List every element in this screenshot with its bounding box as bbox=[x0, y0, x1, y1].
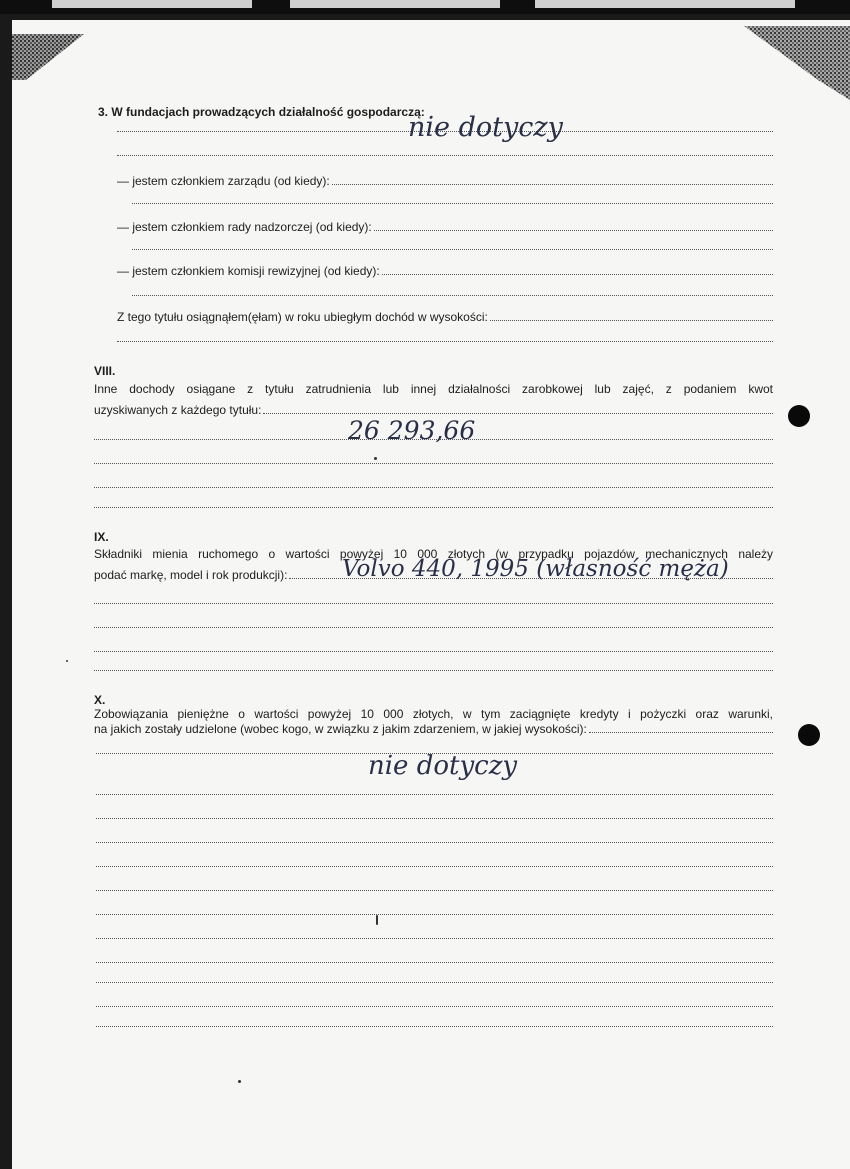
answer-line bbox=[96, 962, 773, 963]
answer-line bbox=[96, 794, 773, 795]
answer-line bbox=[96, 818, 773, 819]
answer-line bbox=[96, 1006, 773, 1007]
answer-line bbox=[96, 914, 773, 915]
handwritten-answer: 26 293,66 bbox=[348, 416, 476, 445]
punch-hole bbox=[798, 724, 820, 746]
scan-speck bbox=[66, 660, 68, 662]
scan-edge-mark bbox=[290, 0, 500, 8]
answer-line bbox=[94, 627, 773, 628]
answer-line bbox=[96, 938, 773, 939]
answer-line bbox=[94, 487, 773, 488]
section-viii-text-2: uzyskiwanych z każdego tytułu: bbox=[94, 403, 262, 417]
management-row bbox=[117, 174, 773, 188]
section-3-heading: 3. W fundacjach prowadzących działalność gospodarczą: bbox=[98, 105, 425, 119]
scan-speck bbox=[374, 457, 377, 460]
answer-line bbox=[117, 341, 773, 342]
answer-line bbox=[94, 603, 773, 604]
answer-line bbox=[96, 842, 773, 843]
scan-corner-shadow-left bbox=[12, 20, 90, 80]
audit-row bbox=[117, 264, 773, 278]
handwritten-answer: nie dotyczy bbox=[368, 751, 518, 781]
income-label: Z tego tytułu osiągnąłem(ęłam) w roku ubiegłym dochód w wysokości: bbox=[117, 310, 488, 324]
answer-line bbox=[132, 295, 773, 296]
answer-line bbox=[132, 249, 773, 250]
section-viii-number: VIII. bbox=[94, 364, 116, 378]
scan-edge-mark bbox=[52, 0, 252, 8]
document-page bbox=[12, 20, 850, 1169]
management-label: — jestem członkiem zarządu (od kiedy): bbox=[117, 174, 330, 188]
income-row bbox=[117, 310, 773, 324]
answer-line bbox=[96, 890, 773, 891]
section-ix-text: Składniki mienia ruchomego o wartości powyżej 10 000 złotych (w przypadku pojazdów mechanicznych należy bbox=[94, 547, 773, 561]
punch-hole bbox=[788, 405, 810, 427]
audit-label: — jestem członkiem komisji rewizyjnej (od kiedy): bbox=[117, 264, 380, 278]
handwritten-answer: nie dotyczy bbox=[408, 112, 563, 143]
answer-line bbox=[96, 866, 773, 867]
scan-speck bbox=[238, 1080, 241, 1083]
scan-corner-shadow-right bbox=[738, 20, 850, 100]
handwritten-answer: Volvo 440, 1995 (własność męża) bbox=[342, 556, 729, 582]
section-viii-row bbox=[94, 403, 773, 417]
answer-line bbox=[94, 463, 773, 464]
answer-line bbox=[96, 1026, 773, 1027]
answer-line bbox=[94, 670, 773, 671]
answer-line bbox=[132, 203, 773, 204]
answer-line bbox=[94, 507, 773, 508]
answer-line bbox=[117, 155, 773, 156]
answer-line bbox=[96, 982, 773, 983]
section-viii-text: Inne dochody osiągane z tytułu zatrudnienia lub innej działalności zarobkowej lub zajęć, z podaniem kwot bbox=[94, 382, 773, 396]
scan-top-edge bbox=[0, 0, 850, 14]
supervisory-label: — jestem członkiem rady nadzorczej (od kiedy): bbox=[117, 220, 372, 234]
section-x-number: X. bbox=[94, 693, 106, 707]
supervisory-row bbox=[117, 220, 773, 234]
scan-edge-mark bbox=[535, 0, 795, 8]
scan-speck bbox=[376, 915, 378, 925]
section-x-text-2: na jakich zostały udzielone (wobec kogo, w związku z jakim zdarzeniem, w jakiej wysokości): bbox=[94, 722, 587, 736]
section-ix-number: IX. bbox=[94, 530, 109, 544]
section-x-row bbox=[94, 722, 773, 736]
answer-line bbox=[94, 651, 773, 652]
section-x-text: Zobowiązania pieniężne o wartości powyżej 10 000 złotych, w tym zaciągnięte kredyty i pożyczki oraz warunki, bbox=[94, 707, 773, 721]
section-ix-text-2: podać markę, model i rok produkcji): bbox=[94, 568, 288, 582]
